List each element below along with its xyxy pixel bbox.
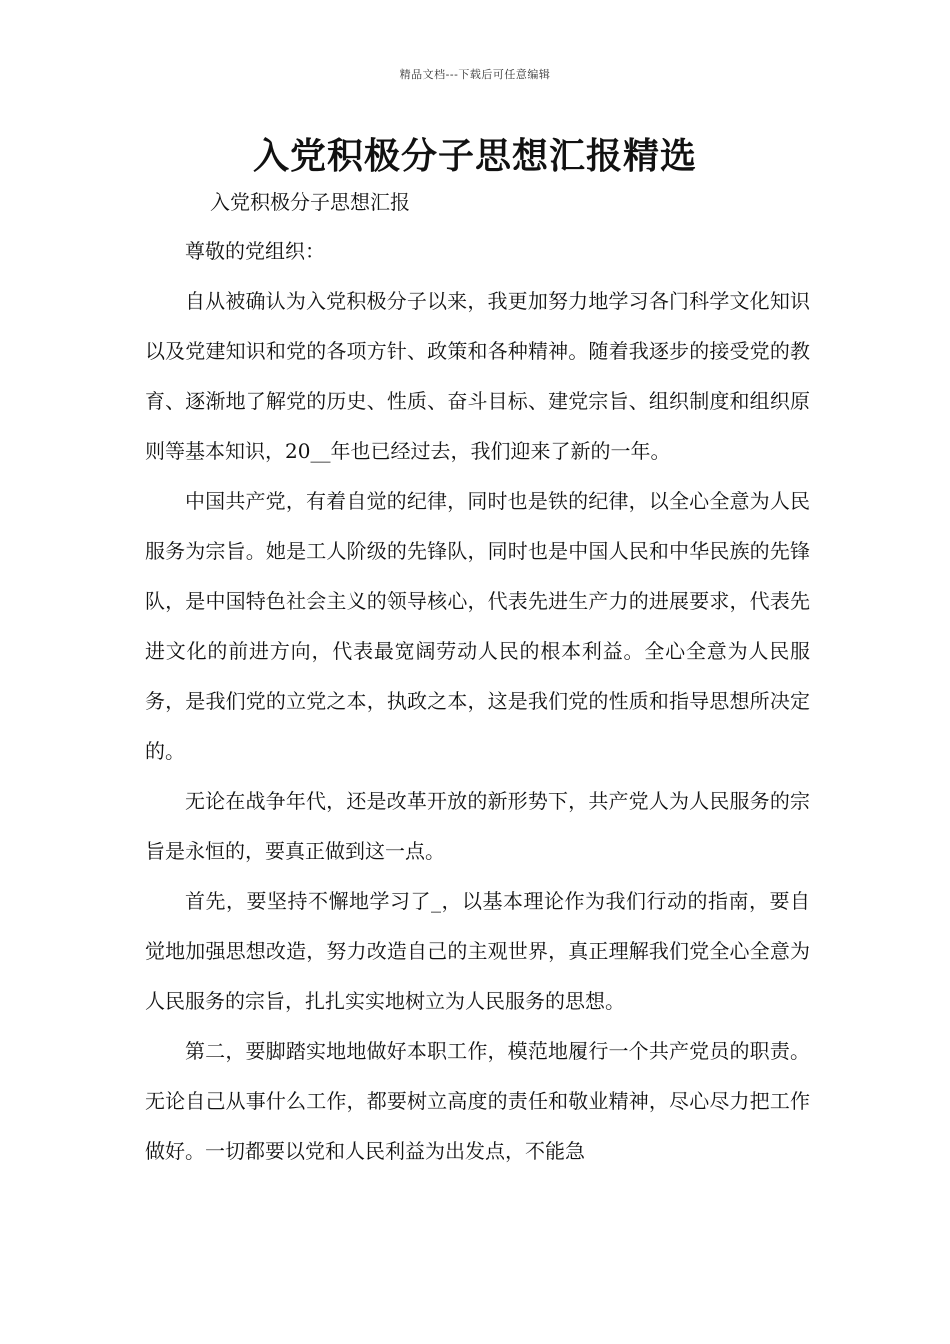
header-note: 精品文档---下载后可任意编辑 — [399, 68, 551, 81]
paragraph-5: 第二，要脚踏实地地做好本职工作，模范地履行一个共产党员的职责。无论自己从事什么工作，都要树立高度的责任和敬业精神，尽心尽力把工作做好。一切都要以党和人民利益为出发点，不能急 — [145, 1039, 810, 1163]
document-body — [145, 226, 810, 1176]
paragraph-1: 自从被确认为入党积极分子以来，我更加努力地学习各门科学文化知识以及党建知识和党的各项方针、政策和各种精神。随着我逐步的接受党的教育、逐渐地了解党的历史、性质、奋斗目标、建党宗旨、组织制度和组织原则等基本知识，20__年也已经过去，我们迎来了新的一年。 — [145, 289, 810, 463]
document-subtitle: 入党积极分子思想汇报 — [210, 190, 410, 214]
paragraph-2: 中国共产党，有着自觉的纪律，同时也是铁的纪律，以全心全意为人民服务为宗旨。她是工人阶级的先锋队，同时也是中国人民和中华民族的先锋队，是中国特色社会主义的领导核心，代表先进生产力的进展要求，代表先进文化的前进方向，代表最宽阔劳动人民的根本利益。全心全意为人民服务，是我们党的立党之本，执政之本，这是我们党的性质和指导思想所决定的。 — [145, 489, 810, 763]
document-title: 入党积极分子思想汇报精选 — [252, 136, 697, 177]
paragraph-4: 首先，要坚持不懈地学习了_，以基本理论作为我们行动的指南，要自觉地加强思想改造，努力改造自己的主观世界，真正理解我们党全心全意为人民服务的宗旨，扎扎实实地树立为人民服务的思想。 — [145, 889, 810, 1013]
paragraph-3: 无论在战争年代，还是改革开放的新形势下，共产党人为人民服务的宗旨是永恒的，要真正做到这一点。 — [145, 789, 810, 863]
salutation: 尊敬的党组织： — [185, 239, 325, 263]
